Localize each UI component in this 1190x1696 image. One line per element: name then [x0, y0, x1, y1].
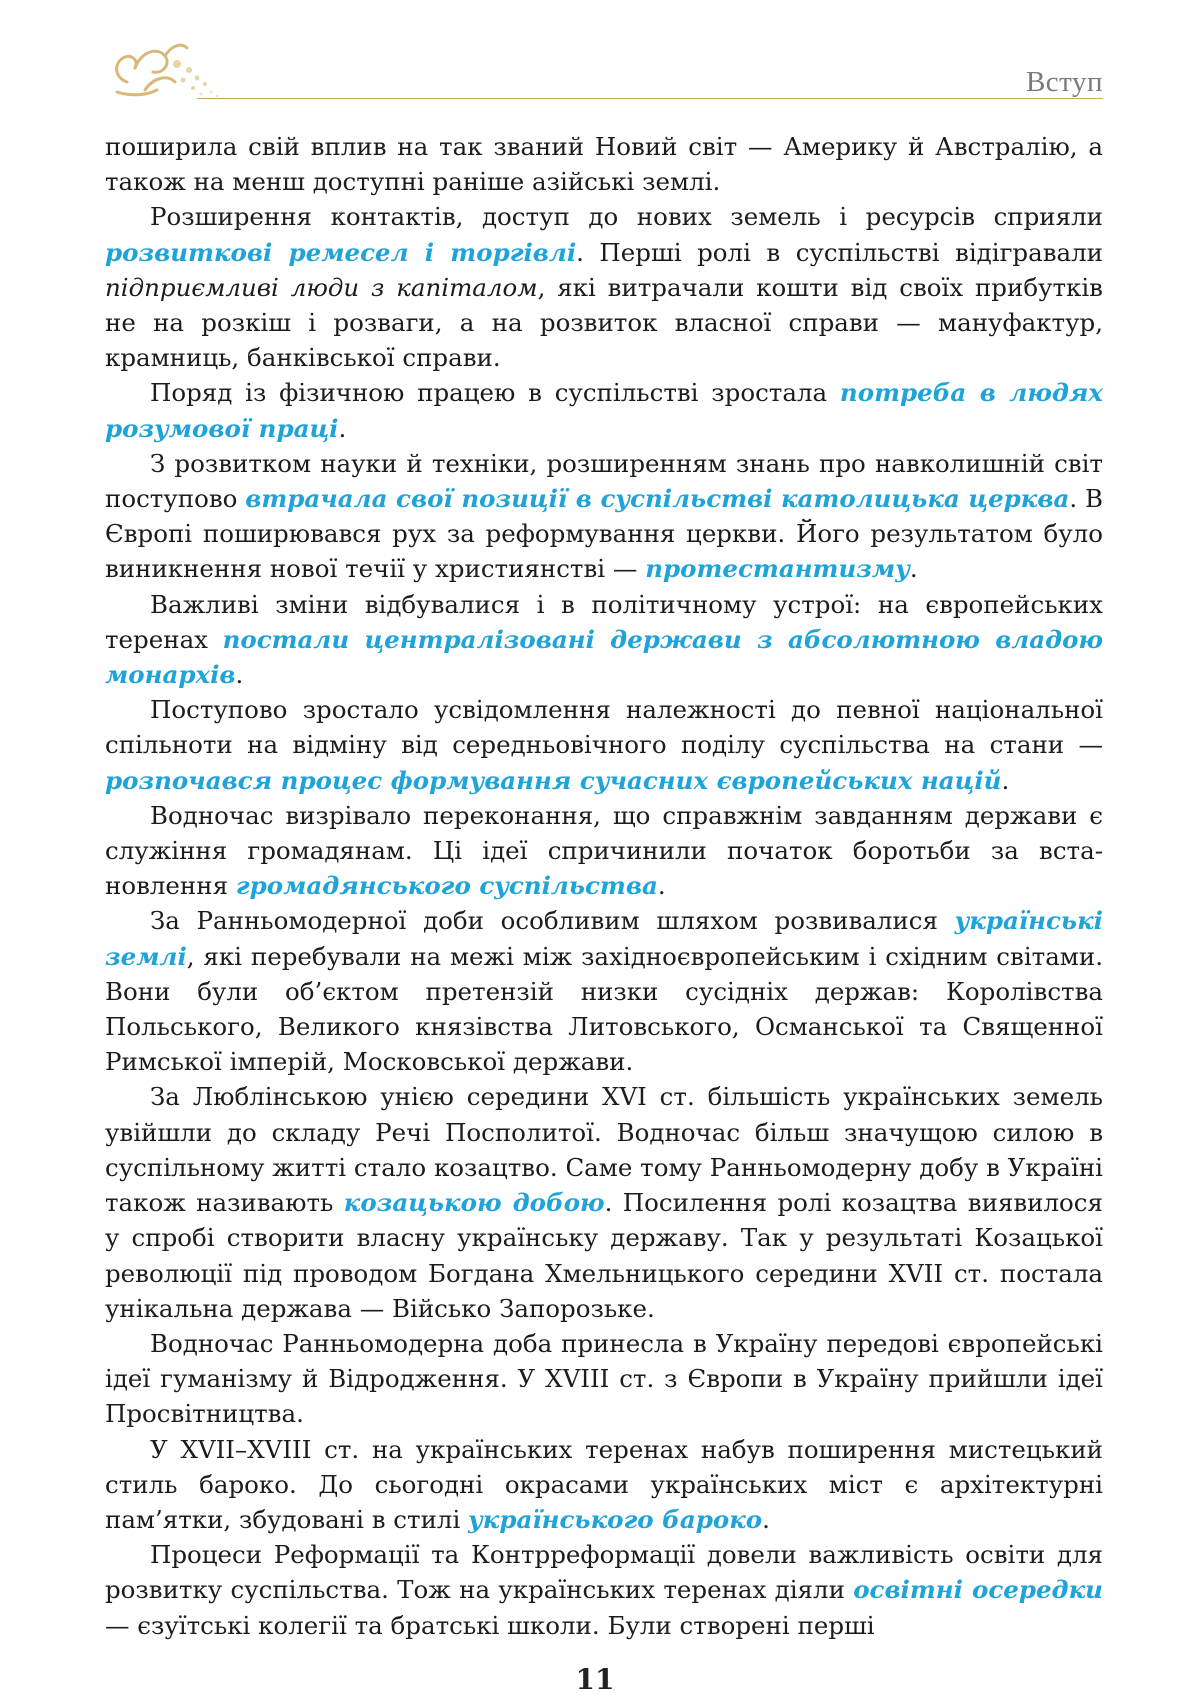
key-term: українські землі: [105, 906, 1103, 971]
emphasis-text: підприємливі люди з капіталом: [105, 272, 538, 302]
text-run: Водночас визрівало переконання, що справжнім завданням держави є служіння громадянам. Ці ідеї спричинили початок боротьби за встановлення: [105, 800, 1103, 901]
text-run: Процеси Реформації та Контрреформації довели важливість освіти для розвитку суспільства. Тож на українських теренах діяли: [105, 1540, 1103, 1605]
text-run: . В Європі поширювався рух за реформування церкви. Його результатом було виникнення нової течії у християнстві —: [105, 484, 1103, 584]
paragraph: [105, 587, 1103, 693]
paragraph: [105, 446, 1103, 587]
paragraph: [105, 692, 1103, 798]
text-run: , які перебували на межі між західноєвропейським і східним світами. Вони були об’єктом претензій низки сусідніх держав: Королівства Польського, Великого князівства Литовського, Османської та Священної Римської імперій, Московської держави.: [105, 941, 1103, 1077]
text-run: поширила свій вплив на так званий Новий світ — Америку й Австралію, а також на менш доступні раніше азійські землі.: [105, 132, 1103, 197]
key-term: освітні осередки: [853, 1575, 1103, 1605]
text-run: .: [235, 660, 244, 690]
text-run: , які витрачали кошти від своїх прибутків не на розкіш і розваги, а на розвиток власної справи — мануфактур, крамниць, банківської справи.: [105, 272, 1103, 373]
text-run: Розширення контактів, доступ до нових земель і ресурсів сприяли: [150, 202, 1103, 232]
text-run: За Ранньомодерної доби особливим шляхом розвивалися: [150, 906, 955, 936]
paragraph: [105, 129, 1103, 199]
key-term: потреба в людях розумової праці: [105, 378, 1104, 443]
text-run: .: [1001, 765, 1010, 795]
text-run: У XVII–XVIII ст. на українських теренах набув поширення мистецький стиль бароко. До сьогодні окрасами українських міст є архітектурні пам’ятки, збудовані в стилі: [105, 1434, 1103, 1534]
key-term: козацькою добою: [343, 1188, 605, 1218]
page-header: [105, 28, 1103, 100]
text-run: .: [762, 1504, 770, 1534]
paragraph: [105, 798, 1103, 904]
text-run: .: [657, 871, 666, 901]
paragraph: [105, 1079, 1103, 1325]
paragraph: [105, 375, 1103, 445]
page-number: 11: [575, 1663, 615, 1696]
section-title: Вступ: [1025, 66, 1103, 98]
body-text: [105, 129, 1103, 1643]
text-run: .: [909, 554, 918, 584]
paragraph: [105, 1537, 1103, 1643]
header-divider: [197, 98, 1103, 99]
text-run: За Люблінською унією середини XVI ст. більшість українських земель увійшли до складу Речі Посполитої. Водночас більш значущою силою в суспільному житті стало козацтво. Саме тому Ранньомодерну добу в Україні також називають: [105, 1082, 1103, 1218]
text-run: З розвитком науки й техніки, розширенням знань про навколишній світ поступово: [105, 448, 1103, 514]
key-term: розпочався процес формування сучасних європейських націй: [105, 765, 1002, 795]
paragraph: [105, 903, 1103, 1079]
paragraph: [105, 1432, 1103, 1538]
text-run: Поступово зростало усвідомлення належності до певної національної спільноти на відміну від середньовічного поділу суспільства на стани —: [105, 695, 1103, 760]
text-run: Поряд із фізичною працею в суспільстві зростала: [150, 378, 840, 408]
key-term: втрачала свої позиції в суспільстві католицька церква: [245, 484, 1070, 514]
key-term: українського бароко: [468, 1504, 763, 1534]
text-run: .: [338, 413, 347, 443]
key-term: розвиткові ремесел і торгівлі: [105, 237, 577, 267]
key-term: громадянського суспільства: [235, 871, 658, 901]
text-run: . Посилення ролі козацтва виявилося у спробі створити власну українську державу. Так у результаті Козацької революції під проводом Богдана Хмельницького середини XVII ст. постала унікальна держава — Військо Запорозьке.: [105, 1188, 1103, 1323]
key-term: протестантизму: [645, 554, 910, 584]
paragraph: [105, 199, 1103, 375]
text-run: Водночас Ранньомодерна доба принесла в Україну передові європейські ідеї гуманізму й Відродження. У XVIII ст. з Європи в Україну прийшли ідеї Просвітництва.: [105, 1328, 1103, 1429]
text-run: — єзуїтські колегії та братські школи. Були створені перші: [105, 1610, 875, 1640]
paragraph: [105, 1326, 1103, 1432]
text-run: Важливі зміни відбувалися і в політичному устрої: на європейських теренах: [105, 589, 1103, 654]
floral-ornament-icon: [105, 34, 225, 104]
text-run: . Перші ролі в суспільстві відігравали: [576, 237, 1103, 267]
key-term: постали централізовані держави з абсолютною владою монархів: [105, 624, 1104, 690]
